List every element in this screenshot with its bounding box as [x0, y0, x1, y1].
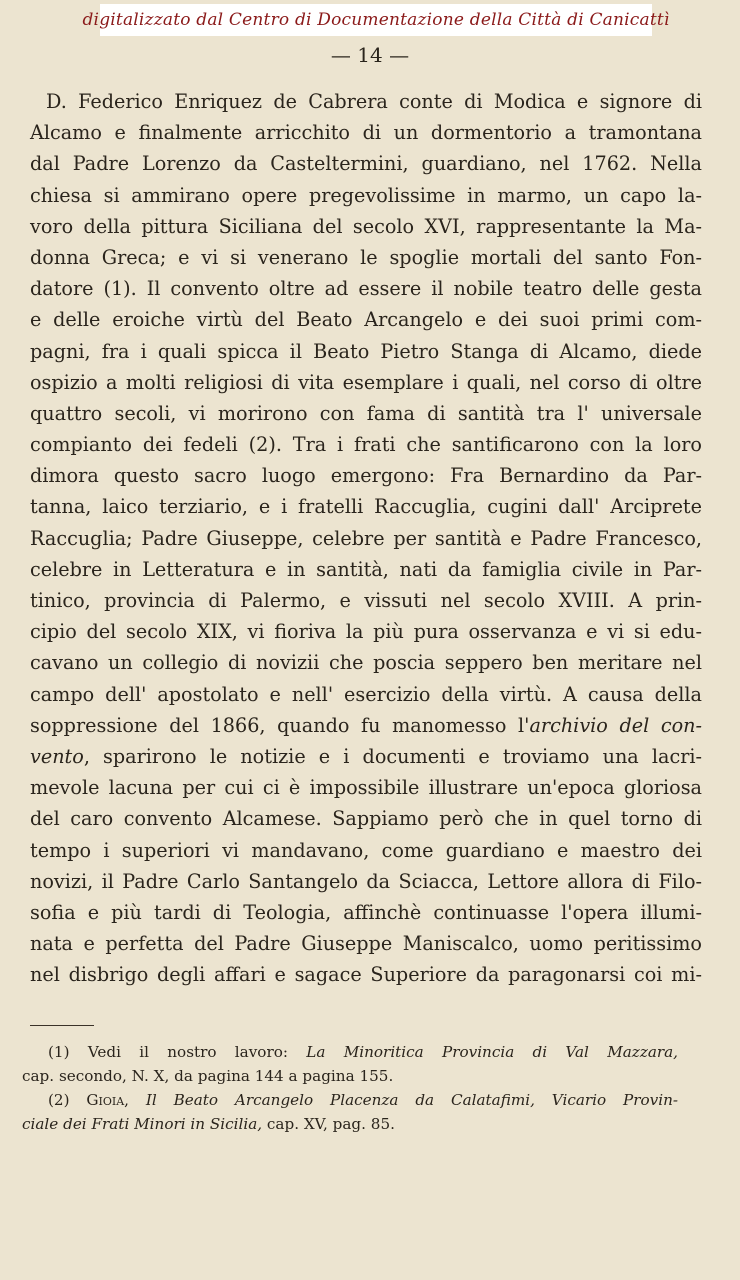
text-line: Raccuglia; Padre Giuseppe, celebre per santità e Padre Francesco,: [30, 526, 702, 550]
text-line: mevole lacuna per cui ci è impossibile illustrare un'epoca gloriosa: [30, 776, 702, 800]
text-fragment: , sparirono le notizie e i documenti e troviamo una lacri-: [83, 744, 702, 768]
text-line: [30, 741, 702, 772]
text-line: pagni, fra i quali spicca il Beato Pietro Stanga di Alcamo, diede: [30, 339, 702, 363]
text-line: tinico, provincia di Palermo, e vissuti nel secolo XVIII. A prin-: [30, 589, 702, 612]
text-line: celebre in Letteratura e in santità, nati da famiglia civile in Par-: [30, 557, 702, 581]
text-fragment: soppressione del 1866, quando fu manomesso l': [30, 713, 530, 737]
text-line: Alcamo e finalmente arricchito di un dormentorio a tramontana: [30, 121, 702, 145]
text-line: [30, 710, 702, 741]
italic-fragment: vento: [30, 744, 84, 768]
footnote-author: Gioia,: [86, 1091, 129, 1109]
text-line: sofia e più tardi di Teologia, affinchè continuasse l'opera illumi-: [30, 900, 702, 924]
text-line: nata e perfetta del Padre Giuseppe Maniscalco, uomo peritissimo: [30, 932, 702, 956]
text-line: e delle eroiche virtù del Beato Arcangelo e dei suoi primi com-: [30, 308, 702, 332]
page-number: — 14 —: [330, 43, 410, 67]
text-line: tanna, laico terziario, e i fratelli Raccuglia, cugini dall' Arciprete: [30, 495, 702, 519]
text-line: del caro convento Alcamese. Sappiamo però che in quel torno di: [30, 807, 702, 831]
footnote-2-cont: [22, 1112, 678, 1136]
text-line: D. Federico Enriquez de Cabrera conte di Modica e signore di: [46, 90, 702, 113]
watermark-text: digitalizzato dal Centro di Documentazione della Città di Canicattì: [82, 10, 670, 30]
digitization-watermark: [82, 4, 670, 36]
text-line: quattro secoli, vi morirono con fama di santità tra l' universale: [30, 401, 702, 425]
text-line: campo dell' apostolato e nell' esercizio della virtù. A causa della: [30, 682, 702, 706]
text-line: cavano un collegio di novizii che poscia seppero ben meritare nel: [30, 651, 702, 675]
footnote-1-cont: cap. secondo, N. X, da pagina 144 a pagina 155.: [22, 1067, 394, 1085]
footnote-divider: [30, 1025, 94, 1026]
footnote-title: Il Beato Arcangelo Placenza da Calatafimi, Vicario Provin-: [145, 1091, 679, 1109]
text-line: tempo i superiori vi mandavano, come guardiano e maestro dei: [30, 838, 702, 862]
text-line: voro della pittura Siciliana del secolo XVI, rappresentante la Ma-: [30, 214, 702, 238]
italic-fragment: archivio del con-: [529, 713, 702, 737]
text-line: dal Padre Lorenzo da Casteltermini, guardiano, nel 1762. Nella: [30, 152, 702, 176]
footnote-marker: (1): [48, 1043, 70, 1061]
text-line: donna Greca; e vi si venerano le spoglie mortali del santo Fon-: [30, 245, 702, 269]
main-text: [30, 86, 702, 990]
text-line: nel disbrigo degli affari e sagace Superiore da paragonarsi coi mi-: [30, 963, 702, 987]
text-line: dimora questo sacro luogo emergono: Fra Bernardino da Par-: [30, 464, 702, 488]
text-line: chiesa si ammirano opere pregevolissime in marmo, un capo la-: [30, 183, 702, 207]
text-line: cipio del secolo XIX, vi fioriva la più pura osservanza e vi si edu-: [30, 620, 702, 644]
footnote-2: [22, 1088, 678, 1112]
footnote-title: ciale dei Frati Minori in Sicilia,: [22, 1115, 263, 1133]
text-line: compianto dei fedeli (2). Tra i frati che santificarono con la loro: [30, 433, 702, 457]
footnote-text: cap. XV, pag. 85.: [266, 1115, 395, 1133]
footnotes: [22, 1040, 678, 1136]
footnote-text: Vedi il nostro lavoro:: [87, 1043, 288, 1061]
footnote-1: [22, 1040, 678, 1064]
text-line: novizi, il Padre Carlo Santangelo da Sciacca, Lettore allora di Filo-: [30, 869, 702, 893]
text-line: ospizio a molti religiosi di vita esemplare i quali, nel corso di oltre: [30, 370, 702, 394]
footnote-title: La Minoritica Provincia di Val Mazzara,: [306, 1043, 679, 1061]
footnote-marker: (2): [48, 1091, 70, 1109]
text-line: datore (1). Il convento oltre ad essere il nobile teatro delle gesta: [30, 277, 702, 301]
